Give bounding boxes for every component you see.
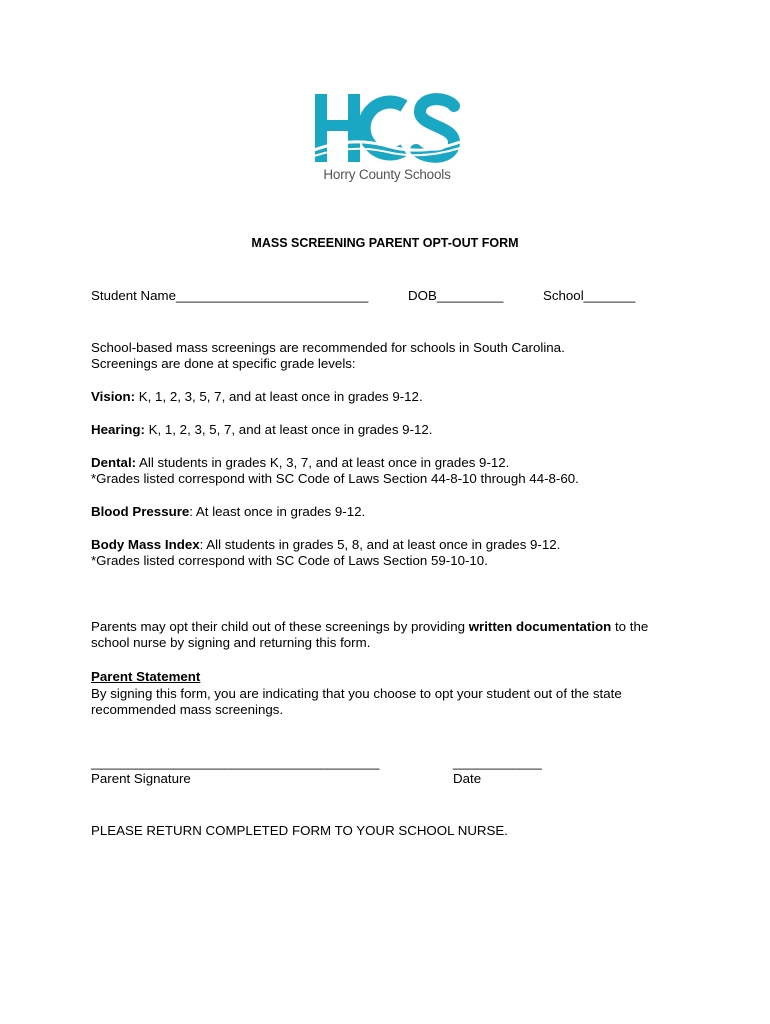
hcs-logo-mark bbox=[312, 92, 462, 167]
date-line[interactable]: ____________ bbox=[453, 755, 542, 770]
logo-caption: Horry County Schools bbox=[323, 167, 451, 182]
vision-text: K, 1, 2, 3, 5, 7, and at least once in grades 9-12. bbox=[135, 389, 423, 404]
bmi-label: Body Mass Index bbox=[91, 537, 200, 552]
parent-statement-line-2: recommended mass screenings. bbox=[91, 702, 284, 717]
dental-label: Dental: bbox=[91, 455, 137, 470]
hearing-text: K, 1, 2, 3, 5, 7, and at least once in grades 9-12. bbox=[144, 422, 433, 437]
dental-note: *Grades listed correspond with SC Code of Laws Section 44-8-10 through 44-8-60. bbox=[91, 471, 579, 486]
dob-field[interactable]: DOB_________ bbox=[408, 288, 504, 303]
form-title: MASS SCREENING PARENT OPT-OUT FORM bbox=[251, 236, 519, 250]
opt-out-line-1 bbox=[91, 619, 648, 634]
student-name-field[interactable]: Student Name__________________________ bbox=[91, 288, 369, 303]
intro-line-2: Screenings are done at specific grade levels: bbox=[91, 356, 356, 371]
hearing-item bbox=[91, 422, 432, 437]
bmi-item bbox=[91, 537, 560, 552]
footer-instruction: PLEASE RETURN COMPLETED FORM TO YOUR SCHOOL NURSE. bbox=[91, 823, 508, 838]
intro-line-1: School-based mass screenings are recommended for schools in South Carolina. bbox=[91, 340, 565, 355]
parent-statement-line-1: By signing this form, you are indicating that you choose to opt your student out of the state bbox=[91, 686, 622, 701]
bmi-text: : All students in grades 5, 8, and at least once in grades 9-12. bbox=[199, 537, 561, 552]
blood-pressure-label: Blood Pressure bbox=[91, 504, 190, 519]
hearing-label: Hearing: bbox=[91, 422, 145, 437]
blood-pressure-item bbox=[91, 504, 365, 519]
parent-statement-heading: Parent Statement bbox=[91, 669, 201, 684]
opt-out-bold: written documentation bbox=[468, 619, 612, 634]
vision-label: Vision: bbox=[91, 389, 136, 404]
dental-text: All students in grades K, 3, 7, and at least once in grades 9-12. bbox=[136, 455, 510, 470]
school-field[interactable]: School_______ bbox=[543, 288, 636, 303]
date-label: Date bbox=[453, 771, 482, 786]
opt-out-line-2: school nurse by signing and returning this form. bbox=[91, 635, 371, 650]
dental-item bbox=[91, 455, 509, 470]
opt-out-after: to the bbox=[611, 619, 649, 634]
signature-label: Parent Signature bbox=[91, 771, 191, 786]
blood-pressure-text: : At least once in grades 9-12. bbox=[189, 504, 366, 519]
signature-line[interactable]: _______________________________________ bbox=[91, 755, 380, 770]
vision-item bbox=[91, 389, 423, 404]
hcs-logo bbox=[312, 92, 462, 187]
opt-out-before: Parents may opt their child out of these screenings by providing bbox=[91, 619, 469, 634]
bmi-note: *Grades listed correspond with SC Code of Laws Section 59-10-10. bbox=[91, 553, 488, 568]
